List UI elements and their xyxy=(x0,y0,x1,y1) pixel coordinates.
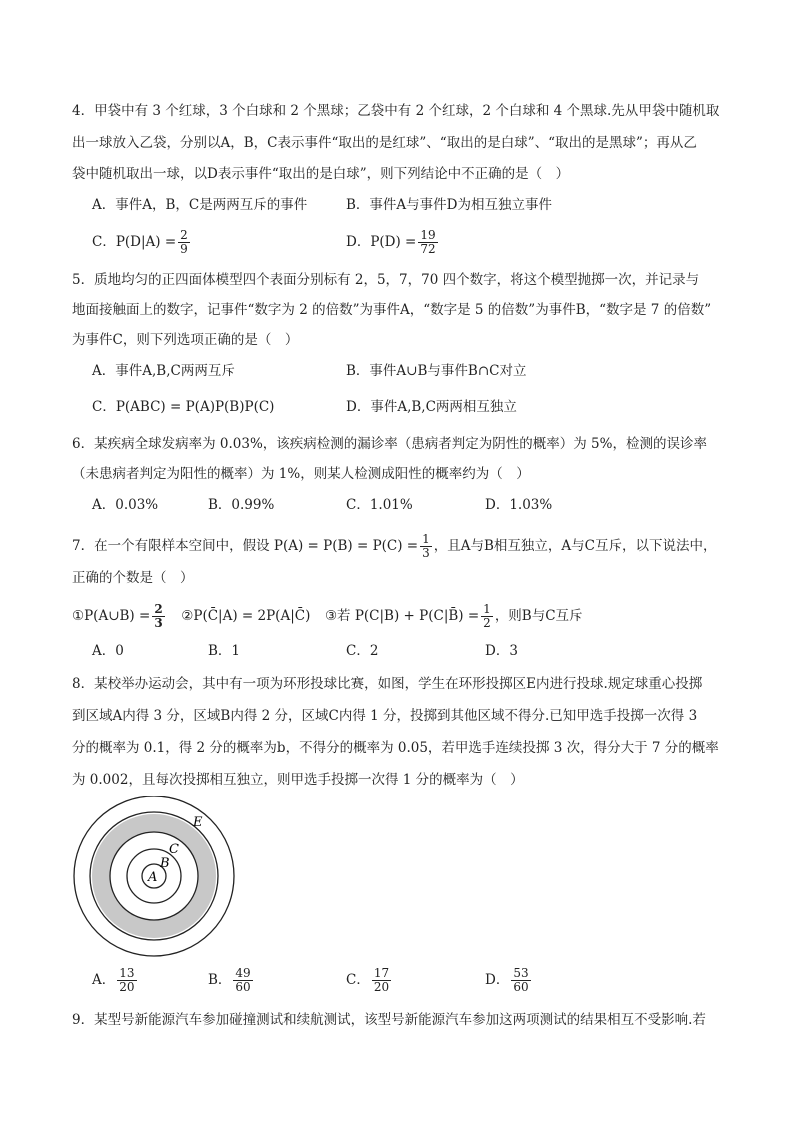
q8-option-b-fraction xyxy=(233,967,252,994)
q8-option-c xyxy=(346,967,393,994)
q7-statement-2: ②P(C̄|A) = 2P(A|C̄) xyxy=(181,608,311,624)
q8-line-3: 分的概率为 0.1，得 2 分的概率为b，不得分的概率为 0.05，若甲选手连续投掷 3 次，得分大于 7 分的概率 xyxy=(72,740,719,756)
q4-option-d xyxy=(346,229,440,256)
q7-option-c: C．2 xyxy=(346,643,379,659)
q5-option-c: C．P(ABC) = P(A)P(B)P(C) xyxy=(92,399,275,415)
q5-option-d: D．事件A,B,C两两相互独立 xyxy=(346,399,517,415)
q8-option-b xyxy=(208,967,255,994)
q8-line-2: 到区域A内得 3 分，区域B内得 2 分，区域C内得 1 分，投掷到其他区域不得分.已知甲选手投掷一次得 3 xyxy=(72,708,698,724)
q7-line-1-post: ，且A与B相互独立，A与C互斥，以下说法中， xyxy=(433,538,717,554)
denominator: 2 xyxy=(483,616,491,630)
numerator: 1 xyxy=(483,602,491,616)
denominator: 60 xyxy=(235,980,251,994)
label-c: C xyxy=(169,842,179,857)
q6-option-a: A．0.03% xyxy=(92,497,159,513)
numerator: 49 xyxy=(235,966,251,980)
numerator: 53 xyxy=(513,966,529,980)
denominator: 60 xyxy=(513,980,529,994)
q4-line-3: 袋中随机取出一球，以D表示事件“取出的是白球”，则下列结论中不正确的是（ ） xyxy=(72,166,570,182)
denominator: 9 xyxy=(180,242,188,256)
label-a: A xyxy=(148,870,158,885)
numerator: 2 xyxy=(180,228,188,242)
denominator: 72 xyxy=(420,242,436,256)
q8-option-c-label: C． xyxy=(346,972,370,988)
q8-option-b-label: B． xyxy=(208,972,232,988)
q5-line-1: 5．质地均匀的正四面体模型四个表面分别标有 2，5，7，70 四个数字，将这个模型抛掷一次，并记录与 xyxy=(72,272,700,288)
q8-option-d xyxy=(485,967,533,994)
denominator: 20 xyxy=(119,980,135,994)
q4-option-c-fraction xyxy=(178,229,190,256)
q4-option-c xyxy=(92,229,192,256)
q8-option-d-fraction xyxy=(511,967,530,994)
label-b: B xyxy=(160,856,170,871)
q6-line-1: 6．某疾病全球发病率为 0.03%，该疾病检测的漏诊率（患病者判定为阴性的概率）为 5%，检测的误诊率 xyxy=(72,436,707,452)
q8-option-a-fraction xyxy=(117,967,136,994)
q7-option-d: D．3 xyxy=(485,643,518,659)
denominator: 20 xyxy=(373,980,390,994)
q7-statement-1-fraction xyxy=(152,603,164,630)
q8-option-c-fraction xyxy=(372,967,391,994)
q4-option-d-fraction xyxy=(418,229,437,256)
q7-statement-3-post: ，则B与C互斥 xyxy=(494,608,583,624)
numerator: 19 xyxy=(420,228,436,242)
q5-line-2: 地面接触面上的数字，记事件“数字为 2 的倍数”为事件A，“数字是 5 的倍数”为事件B，“数字是 7 的倍数” xyxy=(72,302,712,318)
q7-line-1-pre: 7．在一个有限样本空间中，假设 P(A) = P(B) = P(C) = xyxy=(72,538,419,554)
q5-option-b: B．事件A∪B与事件B∩C对立 xyxy=(346,363,527,379)
q4-line-2: 出一球放入乙袋，分别以A，B，C表示事件“取出的是红球”、“取出的是白球”、“取出的是黑球”；再从乙 xyxy=(72,135,697,151)
q4-option-d-text: D．P(D) = xyxy=(346,234,417,250)
q6-line-2: （未患病者判定为阳性的概率）为 1%，则某人检测成阳性的概率约为（ ） xyxy=(72,466,530,482)
q4-option-b: B．事件A与事件D为相互独立事件 xyxy=(346,197,552,213)
target-rings-figure xyxy=(66,796,246,962)
q7-statement-3-fraction xyxy=(481,603,493,630)
q7-statements xyxy=(72,603,583,630)
q6-option-b: B．0.99% xyxy=(208,497,275,513)
denominator: 3 xyxy=(422,546,430,560)
q4-option-c-text: C．P(D|A) = xyxy=(92,234,177,250)
q7-statement-1: ①P(A∪B) = xyxy=(72,608,151,624)
q6-option-c: C．1.01% xyxy=(346,497,413,513)
q4-option-a: A．事件A，B，C是两两互斥的事件 xyxy=(92,197,308,213)
q8-line-4: 为 0.002，且每次投掷相互独立，则甲选手投掷一次得 1 分的概率为（ ） xyxy=(72,772,524,788)
q4-line-1: 4．甲袋中有 3 个红球，3 个白球和 2 个黑球；乙袋中有 2 个红球，2 个白球和 4 个黑球.先从甲袋中随机取 xyxy=(72,103,720,119)
q7-fraction xyxy=(420,533,432,560)
q7-line-1 xyxy=(72,533,717,560)
q7-line-2: 正确的个数是（ ） xyxy=(72,570,194,586)
q8-line-1: 8．某校举办运动会，其中有一项为环形投球比赛，如图，学生在环形投掷区E内进行投球.规定球重心投掷 xyxy=(72,676,703,692)
q5-option-a: A．事件A,B,C两两互斥 xyxy=(92,363,235,379)
numerator: 2 xyxy=(154,602,163,616)
numerator: 17 xyxy=(373,966,390,980)
q8-option-a xyxy=(92,967,139,994)
q8-option-a-label: A． xyxy=(92,972,116,988)
numerator: 1 xyxy=(422,532,430,546)
q8-option-d-label: D． xyxy=(485,972,510,988)
denominator: 3 xyxy=(154,616,163,630)
numerator: 13 xyxy=(119,966,135,980)
q6-option-d: D．1.03% xyxy=(485,497,553,513)
q9-line-1: 9．某型号新能源汽车参加碰撞测试和续航测试，该型号新能源汽车参加这两项测试的结果相互不受影响.若 xyxy=(72,1012,706,1028)
q7-statement-3: ③若 P(C|B) + P(C|B̄) = xyxy=(324,608,480,624)
q5-line-3: 为事件C，则下列选项正确的是（ ） xyxy=(72,332,299,348)
q7-option-b: B．1 xyxy=(208,643,241,659)
q7-option-a: A．0 xyxy=(92,643,124,659)
label-e: E xyxy=(193,815,203,830)
